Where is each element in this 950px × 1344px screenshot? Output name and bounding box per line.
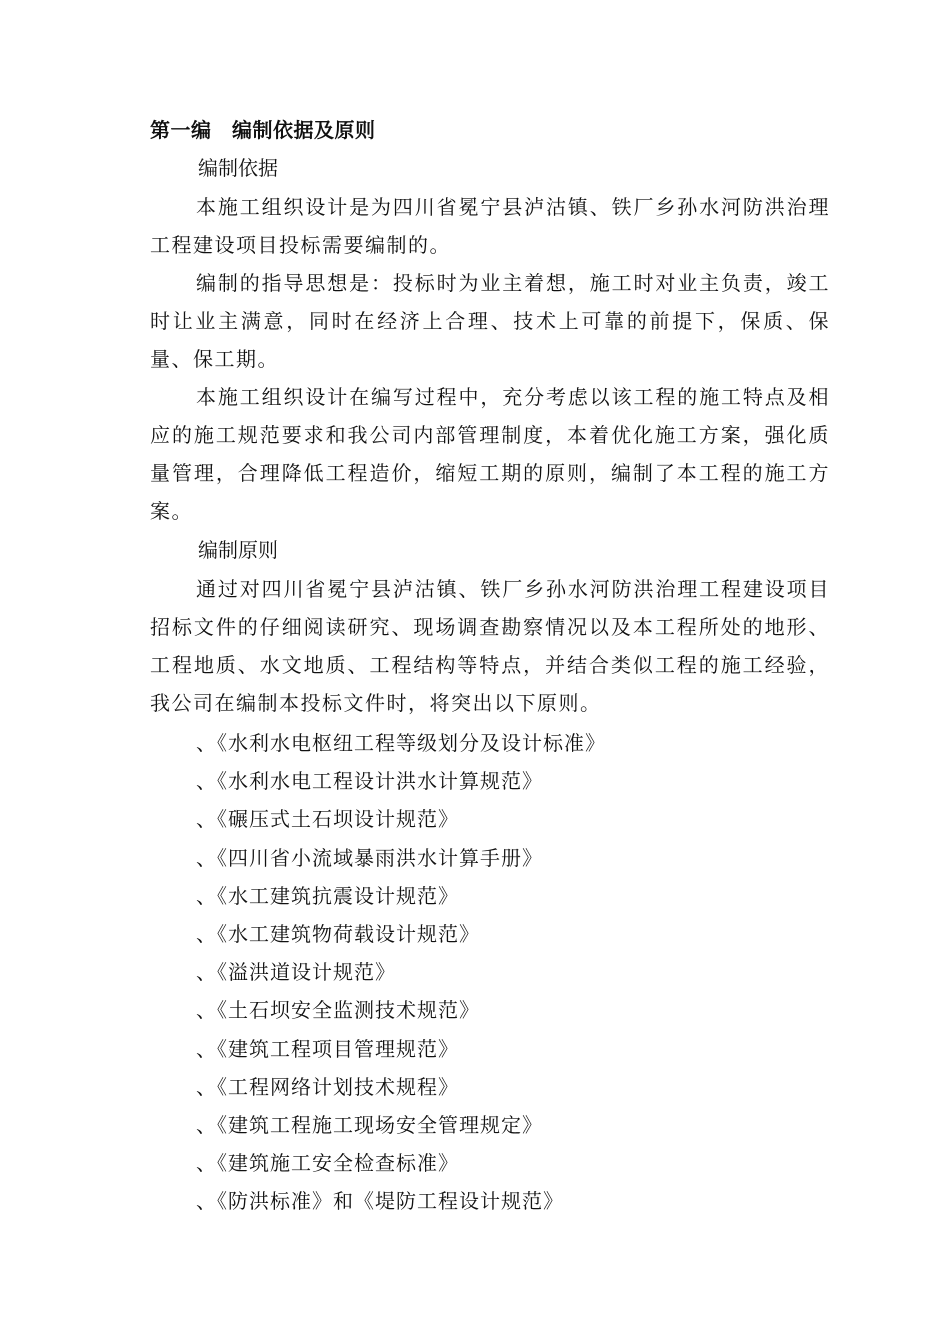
list-item: 、《水利水电枢纽工程等级划分及设计标准》 (196, 731, 606, 755)
list-item: 、《防洪标准》和《堤防工程设计规范》 (196, 1189, 564, 1214)
list-item: 、《碾压式土石坝设计规范》 (196, 807, 459, 832)
list-item: 、《土石坝安全监测技术规范》 (196, 998, 480, 1023)
section-heading-basis: 编制依据 (198, 156, 278, 180)
reference-list (196, 724, 606, 1220)
chapter-title: 第一编 编制依据及原则 (150, 118, 376, 142)
list-item: 、《溢洪道设计规范》 (196, 960, 396, 985)
basis-paragraph-2: 编制的指导思想是：投标时为业主着想，施工时对业主负责，竣工时让业主满意，同时在经济上合理、技术上可靠的前提下，保质、保量、保工期。 (150, 271, 830, 371)
list-item: 、《水工建筑抗震设计规范》 (196, 883, 459, 908)
list-item: 、《水工建筑物荷载设计规范》 (196, 921, 480, 946)
list-item: 、《四川省小流域暴雨洪水计算手册》 (196, 845, 543, 870)
list-item: 、《水利水电工程设计洪水计算规范》 (196, 769, 543, 794)
list-item: 、《建筑工程项目管理规范》 (196, 1036, 459, 1061)
basis-paragraph-3: 本施工组织设计在编写过程中，充分考虑以该工程的施工特点及相应的施工规范要求和我公司内部管理制度，本着优化施工方案，强化质量管理，合理降低工程造价，缩短工期的原则，编制了本工程的施工方案。 (150, 385, 830, 523)
list-item: 、《工程网络计划技术规程》 (196, 1074, 459, 1099)
basis-paragraph-1: 本施工组织设计是为四川省冕宁县泸沽镇、铁厂乡孙水河防洪治理工程建设项目投标需要编制的。 (150, 195, 830, 257)
list-item: 、《建筑工程施工现场安全管理规定》 (196, 1112, 543, 1137)
section-heading-principles: 编制原则 (198, 538, 278, 562)
list-item: 、《建筑施工安全检查标准》 (196, 1151, 459, 1176)
principles-paragraph: 通过对四川省冕宁县泸沽镇、铁厂乡孙水河防洪治理工程建设项目招标文件的仔细阅读研究、现场调查勘察情况以及本工程所处的地形、工程地质、水文地质、工程结构等特点，并结合类似工程的施工经验，我公司在编制本投标文件时，将突出以下原则。 (150, 577, 830, 715)
